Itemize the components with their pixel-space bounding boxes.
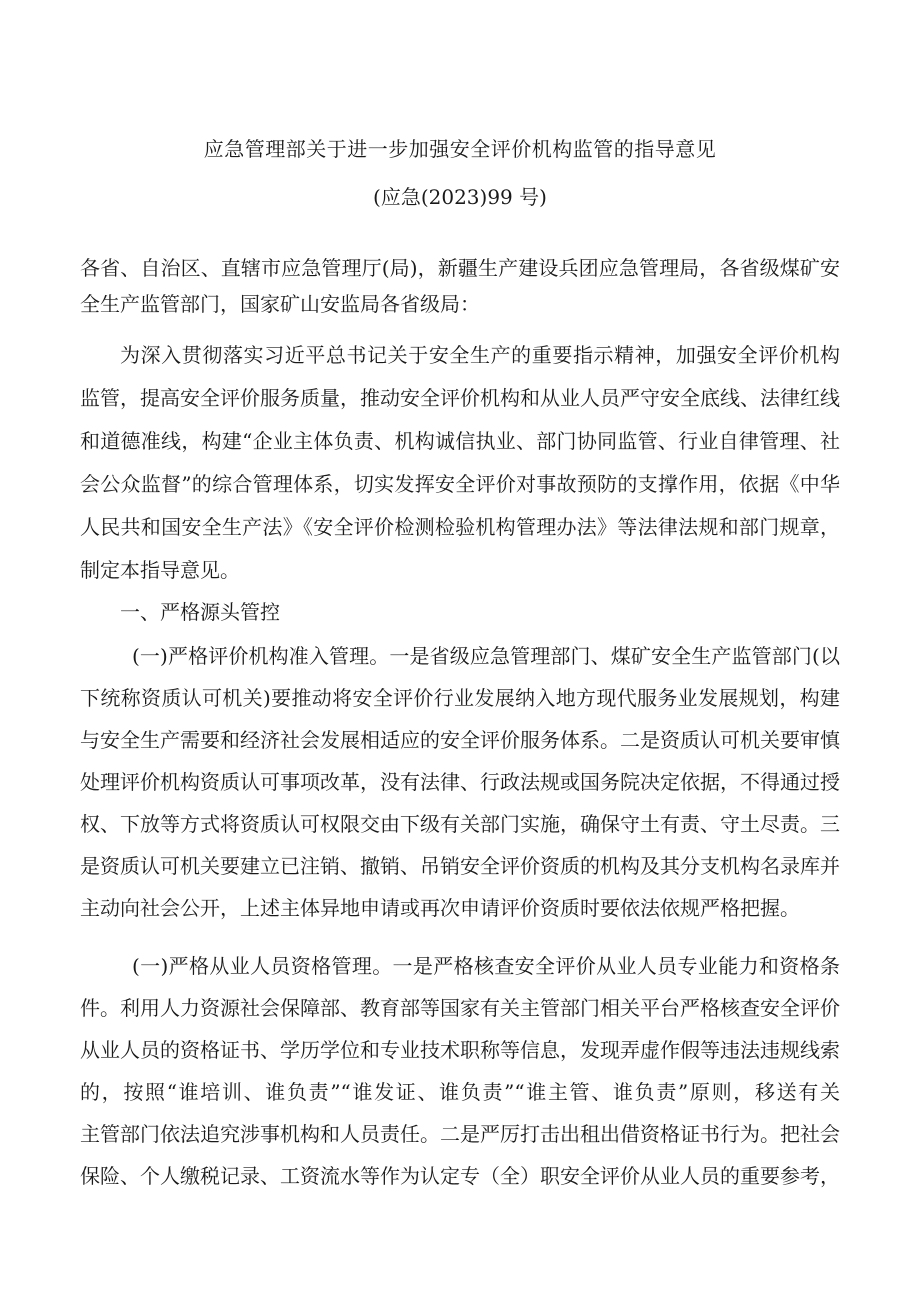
intro-line: 制定本指导意见。 bbox=[80, 558, 240, 582]
section-heading bbox=[80, 594, 840, 630]
intro-line: 为深入贯彻落实习近平总书记关于安全生产的重要指示精神，加强安全评价机构 bbox=[120, 343, 840, 367]
paragraph-line: 保险、个人缴税记录、工资流水等作为认定专（全）职安全评价从业人员的重要参考， bbox=[80, 1164, 840, 1188]
paragraph-line: 从业人员的资格证书、学历学位和专业技术职称等信息，发现弄虚作假等违法违规线索 bbox=[80, 1038, 840, 1062]
paragraph-line: 权、下放等方式将资质认可权限交由下级有关部门实施，确保守土有责、守土尽责。三 bbox=[80, 812, 840, 836]
paragraph-line: 与安全生产需要和经济社会发展相适应的安全评价服务体系。二是资质认可机关要审慎 bbox=[80, 728, 840, 752]
paragraph-line: 的，按照“谁培训、谁负责”“谁发证、谁负责”“谁主管、谁负责”原则，移送有关 bbox=[80, 1080, 840, 1104]
document-number: (应急(2023)99 号) bbox=[373, 185, 547, 209]
intro-line: 监管，提高安全评价服务质量，推动安全评价机构和从业人员严守安全底线、法律红线 bbox=[80, 386, 840, 410]
intro-paragraph bbox=[80, 337, 840, 588]
paragraph-line: 主管部门依法追究涉事机构和人员责任。二是严厉打击出租出借资格证书行为。把社会 bbox=[80, 1122, 840, 1146]
paragraph-line: 处理评价机构资质认可事项改革，没有法律、行政法规或国务院决定依据，不得通过授 bbox=[80, 770, 840, 794]
paragraph-line: (一)严格从业人员资格管理。一是严格核查安全评价从业人员专业能力和资格条 bbox=[132, 954, 840, 978]
paragraph-line: 下统称资质认可机关)要推动将安全评价行业发展纳入地方现代服务业发展规划，构建 bbox=[80, 686, 840, 710]
intro-line: 会公众监督”的综合管理体系，切实发挥安全评价对事故预防的支撑作用，依据《中华 bbox=[80, 472, 840, 496]
paragraph-line: 是资质认可机关要建立已注销、撤销、吊销安全评价资质的机构及其分支机构名录库并 bbox=[80, 854, 840, 878]
addressee-line: 各省、自治区、直辖市应急管理厅(局)，新疆生产建设兵团应急管理局，各省级煤矿安 bbox=[80, 256, 840, 280]
paragraph-line: (一)严格评价机构准入管理。一是省级应急管理部门、煤矿安全生产监管部门(以 bbox=[132, 644, 840, 668]
paragraph-line: 主动向社会公开，上述主体异地申请或再次申请评价资质时要依法依规严格把握。 bbox=[80, 896, 800, 920]
intro-line: 和道德准线，构建“企业主体负责、机构诚信执业、部门协同监管、行业自律管理、社 bbox=[80, 429, 840, 453]
intro-line: 人民共和国安全生产法》《安全评价检测检验机构管理办法》等法律法规和部门规章， bbox=[80, 515, 840, 539]
section-1-2-paragraph bbox=[80, 948, 840, 1194]
document-title: 应急管理部关于进一步加强安全评价机构监管的指导意见 bbox=[203, 137, 717, 161]
addressee-paragraph bbox=[80, 250, 840, 322]
section-heading-text: 一、严格源头管控 bbox=[120, 600, 280, 624]
addressee-line: 全生产监管部门，国家矿山安监局各省级局： bbox=[80, 292, 480, 316]
section-1-1-paragraph bbox=[80, 638, 840, 926]
paragraph-line: 件。利用人力资源社会保障部、教育部等国家有关主管部门相关平台严格核查安全评价 bbox=[80, 996, 840, 1020]
